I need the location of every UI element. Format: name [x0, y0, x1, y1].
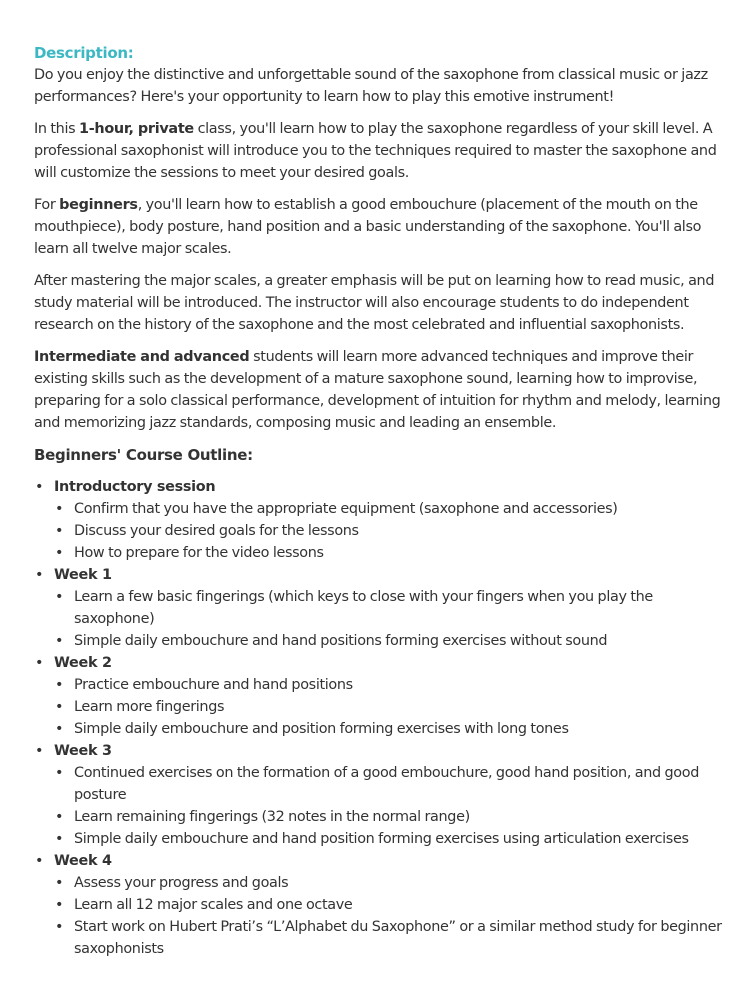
list-item: • Simple daily embouchure and hand position forming exercises using articulation exercises	[54, 828, 724, 850]
section-title: • Week 3	[54, 743, 112, 759]
advanced-paragraph	[34, 346, 724, 434]
list-item: • Simple daily embouchure and position forming exercises with long tones	[54, 718, 724, 740]
section-title: • Week 1	[54, 567, 112, 583]
list-item: • Start work on Hubert Prati’s “L’Alphabet du Saxophone” or a similar method study for beginner saxophonists	[54, 916, 724, 960]
list-item: • Assess your progress and goals	[54, 872, 724, 894]
beginners-paragraph	[34, 194, 724, 260]
text: , you'll learn how to establish a good embouchure (placement of the mouth on the mouthpiece), body posture, hand position and a basic understanding of the saxophone. You'll also learn all twelve major scales.	[34, 197, 702, 257]
section-title: • Week 4	[54, 853, 112, 869]
outline-section-week-2	[34, 652, 724, 740]
list-item: • Discuss your desired goals for the lessons	[54, 520, 724, 542]
outline-section-week-3	[34, 740, 724, 850]
text: For	[34, 197, 60, 213]
task-list	[54, 674, 724, 740]
after-scales-paragraph: After mastering the major scales, a greater emphasis will be put on learning how to read music, and study material will be introduced. The instructor will also encourage students to do independent research on the history of the saxophone and the most celebrated and influential saxophonists.	[34, 273, 715, 333]
class-format-paragraph	[34, 118, 724, 184]
advanced-emphasis: Intermediate and advanced	[34, 349, 250, 365]
class-format-emphasis: 1-hour, private	[78, 121, 194, 137]
text: students will learn more advanced techniques and improve their existing skills such as the development of a mature saxophone sound, learning how to improvise, preparing for a solo classical performance, development of intuition for rhythm and melody, learning and memorizing jazz standards, composing music and leading an ensemble.	[34, 349, 721, 431]
list-item: • Simple daily embouchure and hand positions forming exercises without sound	[54, 630, 724, 652]
list-item: • Learn all 12 major scales and one octave	[54, 894, 724, 916]
intro-paragraph: Do you enjoy the distinctive and unforgettable sound of the saxophone from classical music or jazz performances? Here's your opportunity to learn how to play this emotive instrument!	[34, 67, 708, 105]
outline-heading: Beginners' Course Outline:	[34, 446, 253, 464]
task-list	[54, 586, 724, 652]
task-list	[54, 498, 724, 564]
outline-section-intro	[34, 476, 724, 564]
list-item: • Learn remaining fingerings (32 notes in the normal range)	[54, 806, 724, 828]
list-item: • Confirm that you have the appropriate equipment (saxophone and accessories)	[54, 498, 724, 520]
outline-section-week-1	[34, 564, 724, 652]
list-item: • Learn a few basic fingerings (which keys to close with your fingers when you play the saxophone)	[54, 586, 724, 630]
task-list	[54, 872, 724, 960]
section-title: • Week 2	[54, 655, 112, 671]
list-item: • Practice embouchure and hand positions	[54, 674, 724, 696]
course-description	[34, 42, 724, 960]
text: class, you'll learn how to play the saxophone regardless of your skill level. A professional saxophonist will introduce you to the techniques required to master the saxophone and will customize the sessions to meet your desired goals.	[34, 121, 717, 181]
beginners-emphasis: beginners	[59, 197, 138, 213]
course-outline-list	[34, 476, 724, 960]
task-list	[54, 762, 724, 850]
text: In this	[34, 121, 79, 137]
outline-section-week-4	[34, 850, 724, 960]
section-title: • Introductory session	[54, 479, 216, 495]
description-heading: Description:	[34, 44, 134, 62]
list-item: • How to prepare for the video lessons	[54, 542, 724, 564]
list-item: • Learn more fingerings	[54, 696, 724, 718]
list-item: • Continued exercises on the formation of a good embouchure, good hand position, and good posture	[54, 762, 724, 806]
